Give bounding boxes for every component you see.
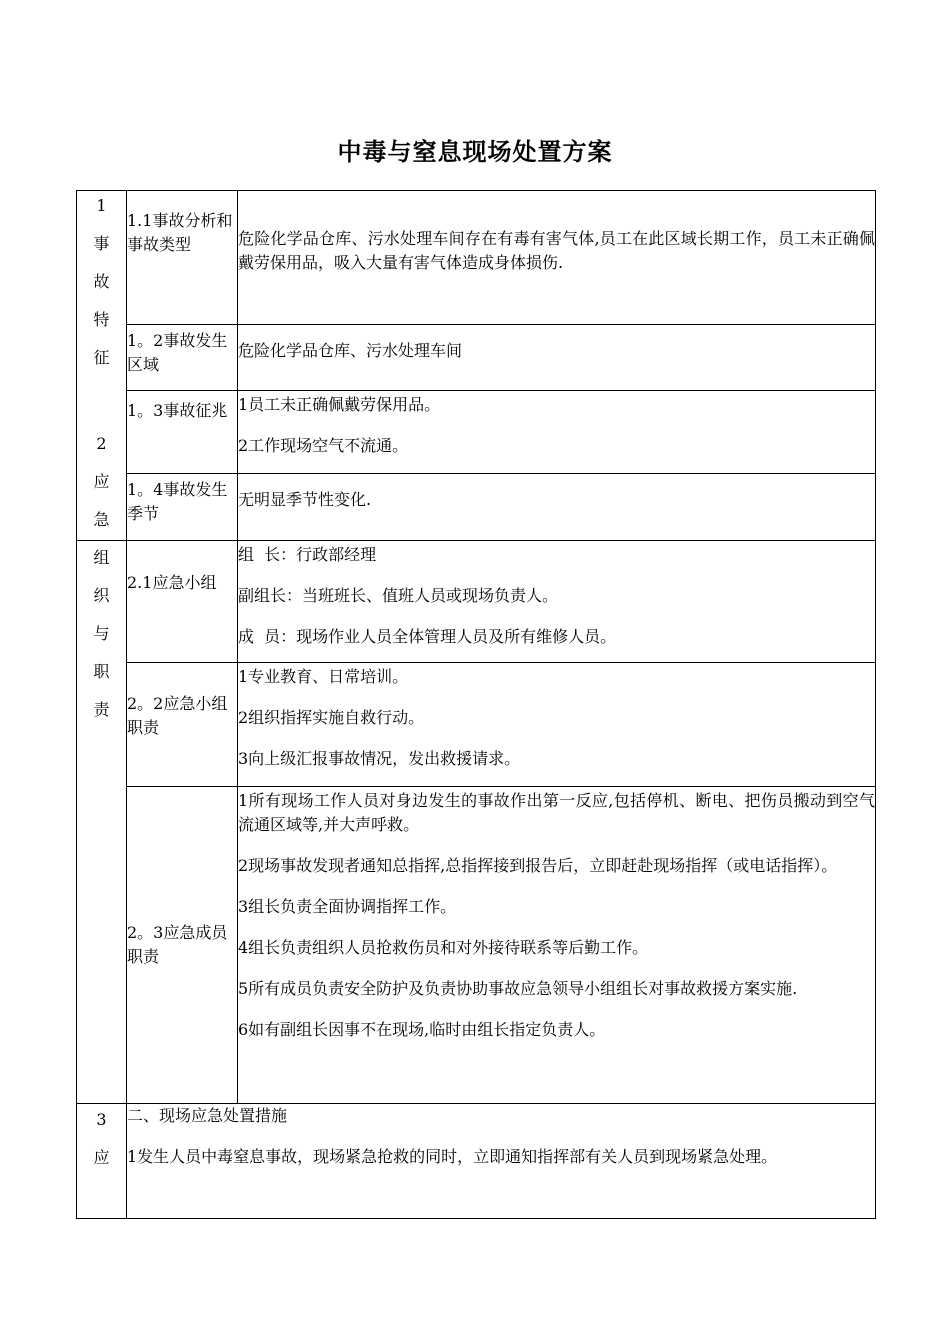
row-label: 2.1应急小组 — [127, 541, 238, 663]
section-number: 1 — [96, 196, 107, 215]
table-row — [77, 541, 876, 663]
row-label: 1.1事故分析和事故类型 — [127, 191, 238, 325]
plan-table — [76, 190, 876, 1219]
table-row — [77, 191, 876, 325]
table-row — [77, 663, 876, 787]
row-content: 1所有现场工作人员对身边发生的事故作出第一反应,包括停机、断电、把伤员搬动到空气流通区域等,并大声呼救。 2现场事故发现者通知总指挥,总指挥接到报告后，立即赶赴现场指挥（或电话指挥）。 3组长负责全面协调指挥工作。 4组长负责组织人员抢救伤员和对外接待联系等后勤工作。 5所有成员负责安全防护及负责协助事故应急领导小组组长对事故救援方案实施. 6如有副组长因事不在现场,临时由组长指定负责人。 — [238, 787, 876, 1104]
row-label: 2。2应急小组职责 — [127, 663, 238, 787]
row-content: 组 长：行政部经理 副组长：当班班长、值班人员或现场负责人。 成 员：现场作业人员全体管理人员及所有维修人员。 — [238, 541, 876, 663]
row-label: 1。3事故征兆 — [127, 391, 238, 474]
row-content: 二、现场应急处置措施 1发生人员中毒窒息事故，现场紧急抢救的同时，立即通知指挥部有关人员到现场紧急处理。 — [127, 1104, 876, 1219]
section-number: 2 — [96, 434, 107, 453]
row-content: 1专业教育、日常培训。 2组织指挥实施自救行动。 3向上级汇报事故情况，发出救援请求。 — [238, 663, 876, 787]
section-2-label: 2 应 急 组 织 与 职 责 — [77, 541, 127, 1104]
section-1-label: 1 事 故 特 征 — [77, 191, 127, 541]
row-content: 无明显季节性变化. — [238, 474, 876, 541]
row-label: 1。2事故发生区域 — [127, 325, 238, 391]
row-content: 1员工未正确佩戴劳保用品。 2工作现场空气不流通。 — [238, 391, 876, 474]
row-content: 危险化学品仓库、污水处理车间 — [238, 325, 876, 391]
page-title: 中毒与窒息现场处置方案 — [337, 138, 613, 166]
row-content: 危险化学品仓库、污水处理车间存在有毒有害气体,员工在此区域长期工作，员工未正确佩戴劳保用品，吸入大量有害气体造成身体损伤. — [238, 191, 876, 325]
table-row — [77, 1104, 876, 1219]
table-row — [77, 787, 876, 1104]
table-row — [77, 474, 876, 541]
row-label: 1。4事故发生季节 — [127, 474, 238, 541]
table-row — [77, 391, 876, 474]
table-row — [77, 325, 876, 391]
section-number: 3 — [96, 1110, 107, 1129]
section-3-label: 3 应 — [77, 1104, 127, 1219]
row-label: 2。3应急成员职责 — [127, 787, 238, 1104]
